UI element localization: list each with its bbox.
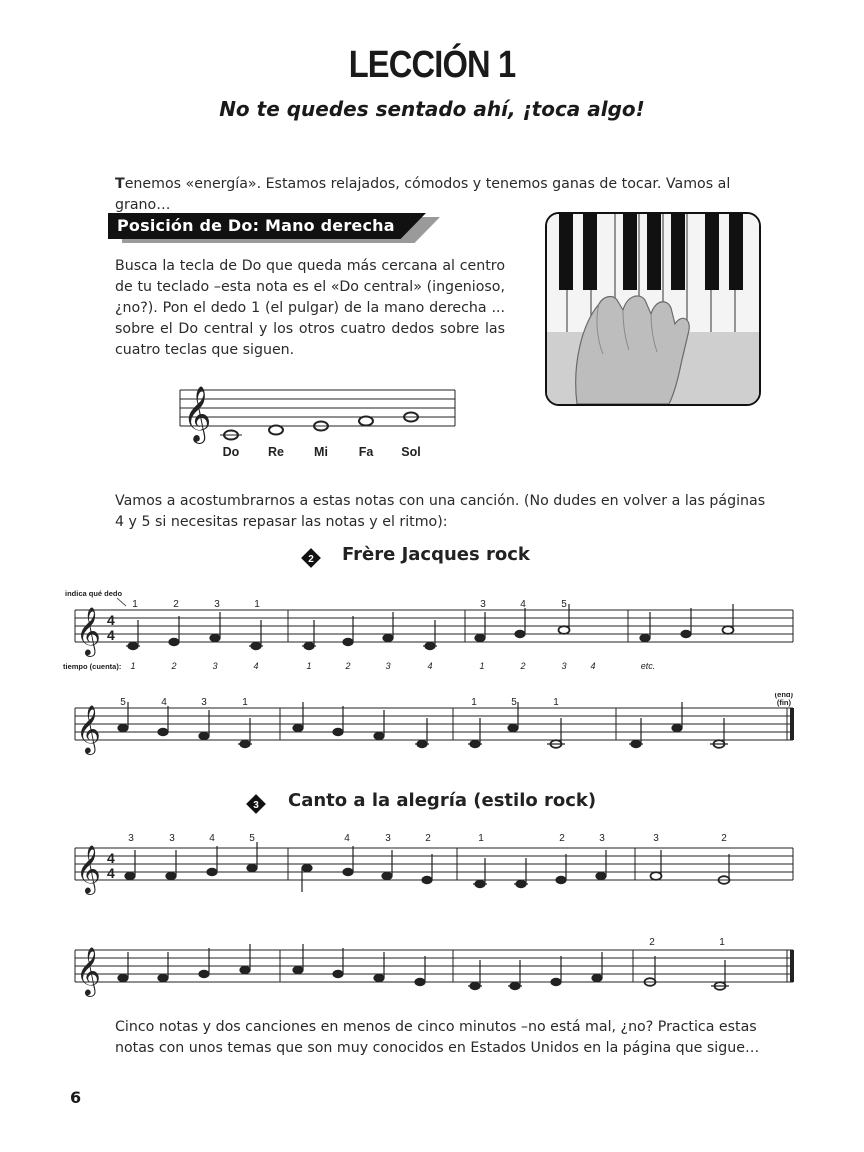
- note: [629, 718, 643, 748]
- finger-number: 5: [120, 697, 126, 708]
- section-banner-text: Posición de Do: Mano derecha: [117, 216, 395, 235]
- note: [423, 620, 437, 650]
- hand-on-keyboard-photo: [545, 212, 761, 406]
- whole-note-fa: [359, 417, 373, 426]
- count-number: 1: [479, 661, 485, 671]
- song-number-badge: [300, 547, 322, 569]
- note: [293, 944, 303, 974]
- lesson-subtitle: No te quedes sentado ahí, ¡toca algo!: [219, 97, 645, 121]
- note: [374, 952, 384, 982]
- finger-number: 2: [425, 833, 431, 844]
- section-banner: [108, 213, 438, 241]
- count-number: 4: [427, 661, 433, 671]
- finger-number: 3: [128, 833, 134, 844]
- note: [415, 956, 425, 986]
- note: [468, 718, 482, 748]
- finger-number: 3: [385, 833, 391, 844]
- transition-paragraph: Vamos a acostumbrarnos a estas notas con una canción. (No dudes en volver a las páginas 4 y 5 si necesitas repasar las notas y el ritmo):: [115, 493, 766, 530]
- page-number: 6: [70, 1088, 82, 1107]
- song2-staff-row1: [60, 830, 800, 900]
- song1-number: 2: [308, 554, 314, 565]
- finger-number: 1: [478, 833, 484, 844]
- count-number: 3: [385, 661, 391, 671]
- svg-text:𝄞: 𝄞: [76, 607, 101, 654]
- note: [158, 706, 168, 736]
- note: [508, 960, 522, 990]
- finger-number: 1: [471, 697, 477, 708]
- finger-number: 5: [561, 599, 567, 610]
- song1-title: Frère Jacques rock: [342, 544, 530, 565]
- note: [710, 718, 728, 748]
- count-number: 3: [561, 661, 567, 671]
- finger-number: 1: [254, 599, 260, 610]
- section-paragraph: Busca la tecla de Do que queda más cercana al centro de tu teclado –esta nota es el «Do central» (ingenioso, ¿no?). Pon el dedo 1 (el pulgar) de la mano derecha ... sobre el Do central y los otros cuatro dedos sobre las cuatro teclas que siguen.: [115, 258, 505, 358]
- note: [126, 620, 140, 650]
- count-number: 4: [590, 661, 596, 671]
- count-number: 1: [130, 661, 136, 671]
- intro-first-letter: T: [115, 176, 125, 192]
- finger-number: 3: [653, 833, 659, 844]
- note: [199, 710, 209, 740]
- intro-text: enemos «energía». Estamos relajados, cómodos y tenemos ganas de tocar. Vamos al grano…: [115, 176, 731, 213]
- finger-number: 4: [161, 697, 167, 708]
- closing-paragraph: Cinco notas y dos canciones en menos de cinco minutos –no está mal, ¿no? Practica estas notas con unos temas que son muy conocidos en Estados Unidos en la página que sigue…: [115, 1019, 760, 1056]
- finger-number: 1: [132, 599, 138, 610]
- note: [383, 612, 393, 642]
- finger-number: 1: [719, 937, 725, 948]
- note-name-mi: Mi: [314, 445, 328, 459]
- note: [640, 612, 650, 642]
- note: [247, 842, 257, 872]
- finger-number: 4: [209, 833, 215, 844]
- intro-paragraph: [115, 174, 775, 216]
- note: [415, 718, 429, 748]
- finger-number: 1: [242, 697, 248, 708]
- note: [514, 858, 528, 888]
- finger-number: 3: [599, 833, 605, 844]
- note: [166, 850, 176, 880]
- note: [333, 948, 343, 978]
- count-label: tiempo (cuenta):: [63, 662, 122, 671]
- song2-staff-row2: [60, 928, 800, 998]
- note: [382, 850, 392, 880]
- note: [547, 718, 565, 748]
- note: [551, 956, 561, 986]
- song2-title: Canto a la alegría (estilo rock): [288, 790, 597, 811]
- note: [125, 850, 135, 880]
- svg-text:𝄞: 𝄞: [76, 947, 101, 994]
- finger-indicator-label: indica qué dedo: [65, 589, 123, 598]
- note: [210, 612, 220, 642]
- note: [422, 854, 432, 884]
- fin-label: (fin): [776, 698, 791, 707]
- note: [475, 612, 485, 642]
- note-name-do: Do: [222, 445, 240, 459]
- note: [556, 854, 566, 884]
- finger-number: 1: [553, 697, 559, 708]
- note: [596, 850, 606, 880]
- note: [374, 710, 384, 740]
- note: [719, 854, 730, 884]
- etc-label: etc.: [640, 661, 656, 671]
- count-number: 2: [171, 661, 177, 671]
- note-name-fa: Fa: [358, 445, 374, 459]
- count-number: 2: [345, 661, 351, 671]
- note: [199, 948, 209, 978]
- whole-note-do: [220, 431, 242, 440]
- note: [592, 952, 602, 982]
- svg-text:4: 4: [107, 865, 115, 881]
- note: [468, 960, 482, 990]
- note: [238, 718, 252, 748]
- song2-number: 3: [253, 800, 259, 811]
- finger-number: 4: [520, 599, 526, 610]
- svg-text:4: 4: [107, 850, 115, 866]
- song-number-badge: [245, 793, 267, 815]
- note-name-re: Re: [268, 445, 284, 459]
- note: [240, 944, 250, 974]
- finger-number: 3: [214, 599, 220, 610]
- note: [343, 846, 353, 876]
- svg-text:𝄞: 𝄞: [183, 388, 212, 441]
- note: [343, 616, 353, 646]
- note: [515, 608, 525, 638]
- count-number: 1: [306, 661, 312, 671]
- finger-number: 4: [344, 833, 350, 844]
- note-name-sol: Sol: [401, 445, 421, 459]
- count-number: 4: [253, 661, 259, 671]
- finger-number: 2: [649, 937, 655, 948]
- note: [645, 956, 656, 986]
- count-number: 2: [520, 661, 526, 671]
- svg-text:𝄞: 𝄞: [76, 705, 101, 752]
- finger-number: 3: [201, 697, 207, 708]
- lesson-title: LECCIÓN 1: [348, 44, 516, 86]
- note: [723, 604, 734, 634]
- note: [169, 616, 179, 646]
- finger-number: 3: [480, 599, 486, 610]
- note: [249, 620, 263, 650]
- song1-staff-row2: [60, 693, 800, 768]
- note: [711, 960, 729, 990]
- svg-text:4: 4: [107, 612, 115, 628]
- note: [302, 620, 316, 650]
- whole-note-re: [269, 426, 283, 435]
- note: [672, 702, 682, 732]
- finger-number: 2: [721, 833, 727, 844]
- end-label: (end): [774, 693, 793, 699]
- note: [651, 850, 662, 880]
- finger-number: 2: [559, 833, 565, 844]
- finger-number: 3: [169, 833, 175, 844]
- note: [473, 858, 487, 888]
- note: [302, 864, 312, 892]
- note: [118, 952, 128, 982]
- note: [207, 846, 217, 876]
- svg-text:4: 4: [107, 627, 115, 643]
- finger-number: 5: [511, 697, 517, 708]
- note: [333, 706, 343, 736]
- note-staff-example: [175, 380, 475, 470]
- finger-number: 5: [249, 833, 255, 844]
- note: [293, 702, 303, 732]
- finger-number: 2: [173, 599, 179, 610]
- note: [681, 608, 691, 638]
- count-number: 3: [212, 661, 218, 671]
- note: [158, 952, 168, 982]
- svg-text:𝄞: 𝄞: [76, 845, 101, 892]
- song1-staff-row1: [60, 585, 800, 675]
